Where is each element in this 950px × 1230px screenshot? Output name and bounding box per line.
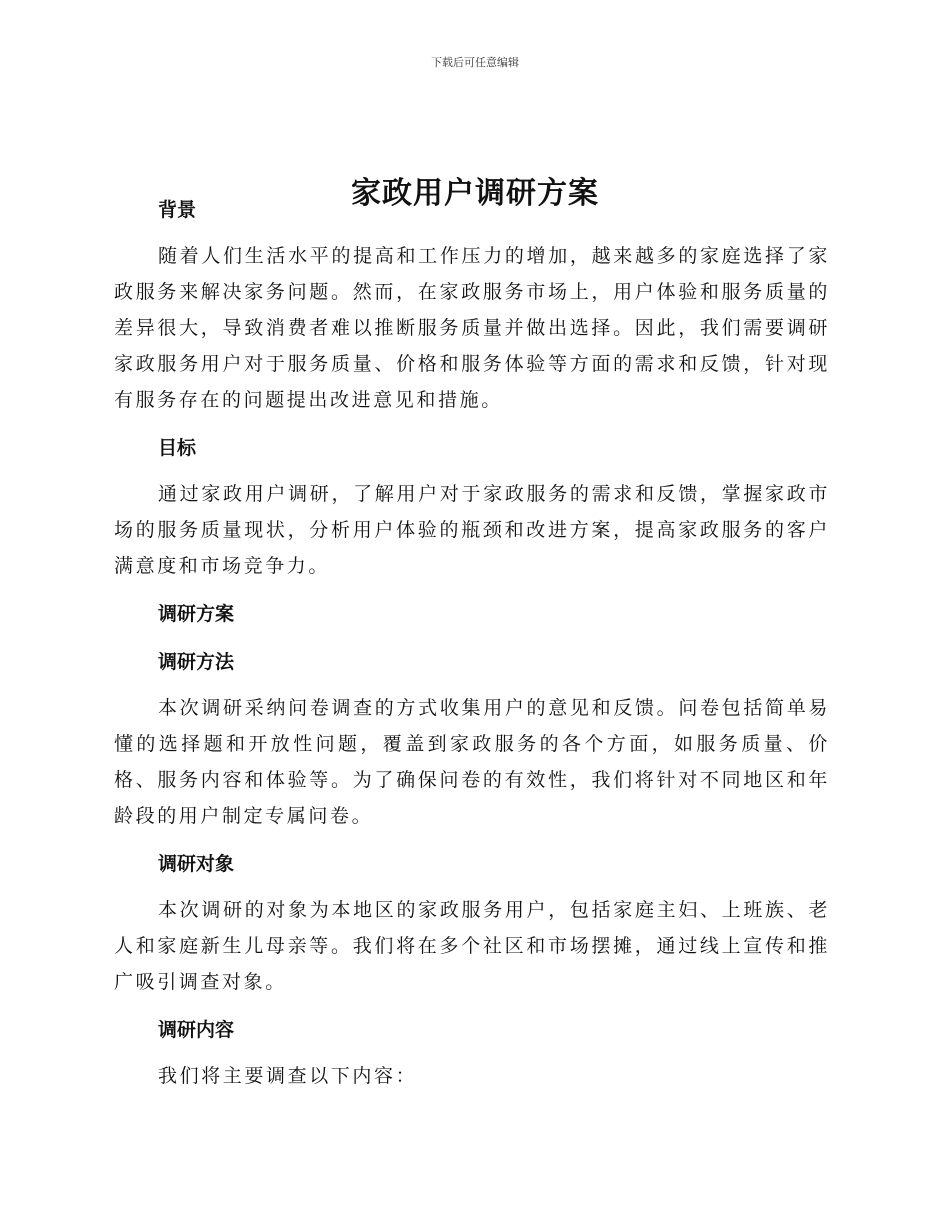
header-note: 下载后可任意编辑: [431, 56, 519, 69]
section-heading-contents: 调研内容: [158, 1019, 235, 1041]
section-heading-target: 调研对象: [158, 853, 235, 875]
section-heading-method: 调研方法: [158, 651, 235, 673]
section-heading-goal: 目标: [158, 437, 197, 459]
section-heading-plan: 调研方案: [158, 603, 235, 625]
paragraph-background: 随着人们生活水平的提高和工作压力的增加，越来越多的家庭选择了家政服务来解决家务问题。然而，在家政服务市场上，用户体验和服务质量的差异很大，导致消费者难以推断服务质量并做出选择。因此，我们需要调研家政服务用户对于服务质量、价格和服务体验等方面的需求和反馈，针对现有服务存在的问题提出改进意见和措施。: [114, 245, 830, 411]
paragraph-goal: 通过家政用户调研，了解用户对于家政服务的需求和反馈，掌握家政市场的服务质量现状，分析用户体验的瓶颈和改进方案，提高家政服务的客户满意度和市场竞争力。: [114, 483, 830, 577]
document-body: [114, 192, 830, 1094]
paragraph-method: 本次调研采纳问卷调查的方式收集用户的意见和反馈。问卷包括简单易懂的选择题和开放性问题，覆盖到家政服务的各个方面，如服务质量、价格、服务内容和体验等。为了确保问卷的有效性，我们将针对不同地区和年龄段的用户制定专属问卷。: [114, 697, 830, 827]
paragraph-contents: 我们将主要调查以下内容：: [158, 1065, 418, 1087]
document-title: 家政用户调研方案: [351, 176, 599, 212]
paragraph-target: 本次调研的对象为本地区的家政服务用户，包括家庭主妇、上班族、老人和家庭新生儿母亲等。我们将在多个社区和市场摆摊，通过线上宣传和推广吸引调查对象。: [114, 899, 830, 993]
section-heading-background: 背景: [158, 199, 197, 221]
